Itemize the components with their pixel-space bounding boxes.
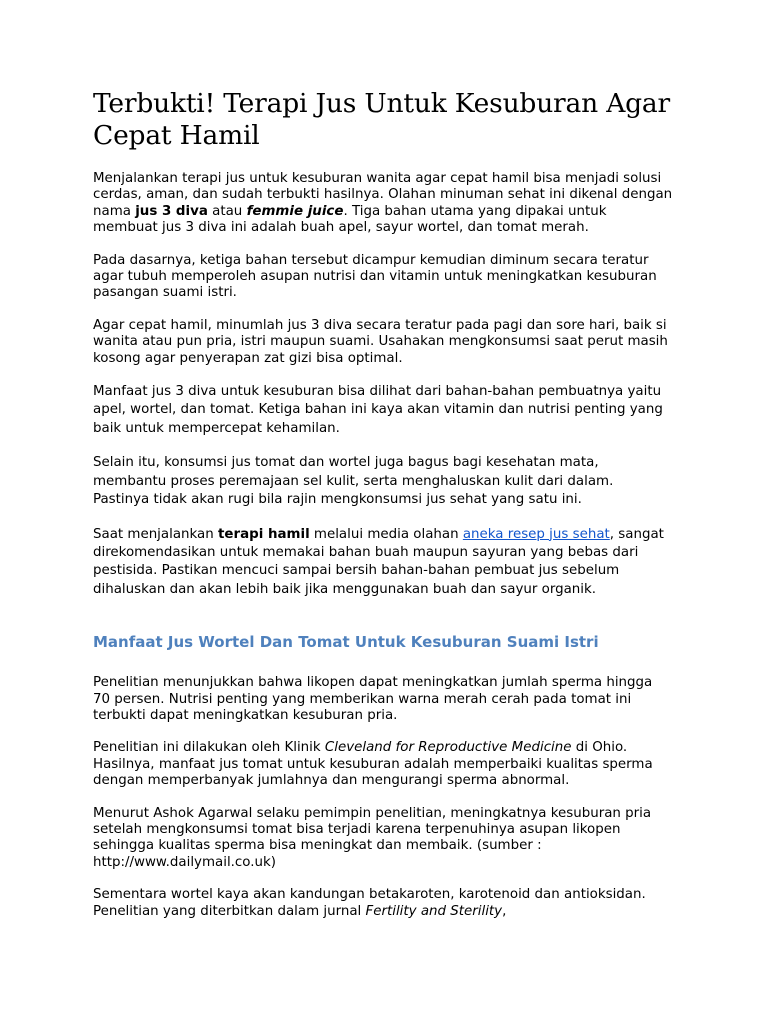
wortel-text-2: , <box>502 903 507 919</box>
cleveland-text-1: Penelitian ini dilakukan oleh Klinik <box>93 740 325 756</box>
cleveland-text-2: di Ohio. Hasilnya, manfaat jus tomat untuk kesuburan adalah memperbaiki kualitas sperma dengan memperbanyak jumlahnya dan mengurangi sperma abnormal. <box>93 740 653 789</box>
italic-clinic-name: Cleveland for Reproductive Medicine <box>324 740 572 756</box>
paragraph-cepat-hamil: Agar cepat hamil, minumlah jus 3 diva secara teratur pada pagi dan sore hari, baik si wanita atau pun pria, istri maupun suami. Usahakan mengkonsumsi saat perut masih kosong agar penyerapan zat gizi bisa optimal. <box>93 317 668 366</box>
terapi-text-2: melalui media olahan <box>309 526 463 542</box>
paragraph-likopen: Penelitian menunjukkan bahwa likopen dapat meningkatkan jumlah sperma hingga 70 persen. Nutrisi penting yang memberikan warna merah cerah pada tomat ini terbukti dapat meningkatkan kesuburan pria. <box>93 675 653 723</box>
wortel-text-1: Sementara wortel kaya akan kandungan betakaroten, karotenoid dan antioksidan. Penelitian yang diterbitkan dalam jurnal <box>93 887 646 919</box>
intro-text-1: Menjalankan terapi jus untuk kesuburan wanita agar cepat hamil bisa menjadi solusi cerdas, aman, dan sudah terbukti hasilnya. Olahan minuman sehat ini dikenal dengan nama <box>93 171 673 219</box>
document-page <box>93 88 673 936</box>
paragraph-ashok-agarwal: Menurut Ashok Agarwal selaku pemimpin penelitian, meningkatnya kesuburan pria setelah mengkonsumsi tomat bisa terjadi karena terpenuhinya asupan likopen sehingga kualitas sperma bisa meningkat dan membaik. (sumber : http://www.dailymail.co.uk) <box>93 805 652 870</box>
paragraph-dasarnya: Pada dasarnya, ketiga bahan tersebut dicampur kemudian diminum secara teratur agar tubuh memperoleh asupan nutrisi dan vitamin untuk meningkatkan kesuburan pasangan suami istri. <box>93 252 657 301</box>
link-aneka-resep-jus-sehat[interactable]: aneka resep jus sehat <box>462 526 610 542</box>
bold-jus-3-diva: jus 3 diva <box>135 203 208 219</box>
intro-text-2: atau <box>207 203 247 219</box>
italic-journal-name: Fertility and Sterility <box>365 903 503 919</box>
paragraph-cleveland <box>93 740 673 789</box>
paragraph-wortel <box>93 887 673 920</box>
terapi-text-1: Saat menjalankan <box>93 526 218 542</box>
terapi-text-3: , sangat direkomendasikan untuk memakai bahan buah maupun sayuran yang bebas dari pestisida. Pastikan mencuci sampai bersih bahan-bahan pembuat jus sebelum dihaluskan dan akan lebih baik jika menggunakan buah dan sayur organik. <box>93 526 664 597</box>
paragraph-selain-itu: Selain itu, konsumsi jus tomat dan wortel juga bagus bagi kesehatan mata, membantu proses peremajaan sel kulit, serta menghaluskan kulit dari dalam. Pastinya tidak akan rugi bila rajin mengkonsumsi jus sehat yang satu ini. <box>93 455 614 508</box>
intro-text-3: . Tiga bahan utama yang dipakai untuk membuat jus 3 diva ini adalah buah apel, sayur wortel, dan tomat merah. <box>93 203 607 236</box>
section-heading: Manfaat Jus Wortel Dan Tomat Untuk Kesuburan Suami Istri <box>93 633 599 652</box>
article-title: Terbukti! Terapi Jus Untuk Kesuburan Agar Cepat Hamil <box>93 88 670 151</box>
paragraph-terapi-hamil <box>93 526 673 600</box>
paragraph-manfaat-3-diva: Manfaat jus 3 diva untuk kesuburan bisa dilihat dari bahan-bahan pembuatnya yaitu apel, wortel, dan tomat. Ketiga bahan ini kaya akan vitamin dan nutrisi penting yang baik untuk mempercepat kehamilan. <box>93 384 663 436</box>
bold-italic-femmie-juice: femmie juice <box>246 203 344 219</box>
bold-terapi-hamil: terapi hamil <box>218 526 310 542</box>
paragraph-intro <box>93 171 673 237</box>
